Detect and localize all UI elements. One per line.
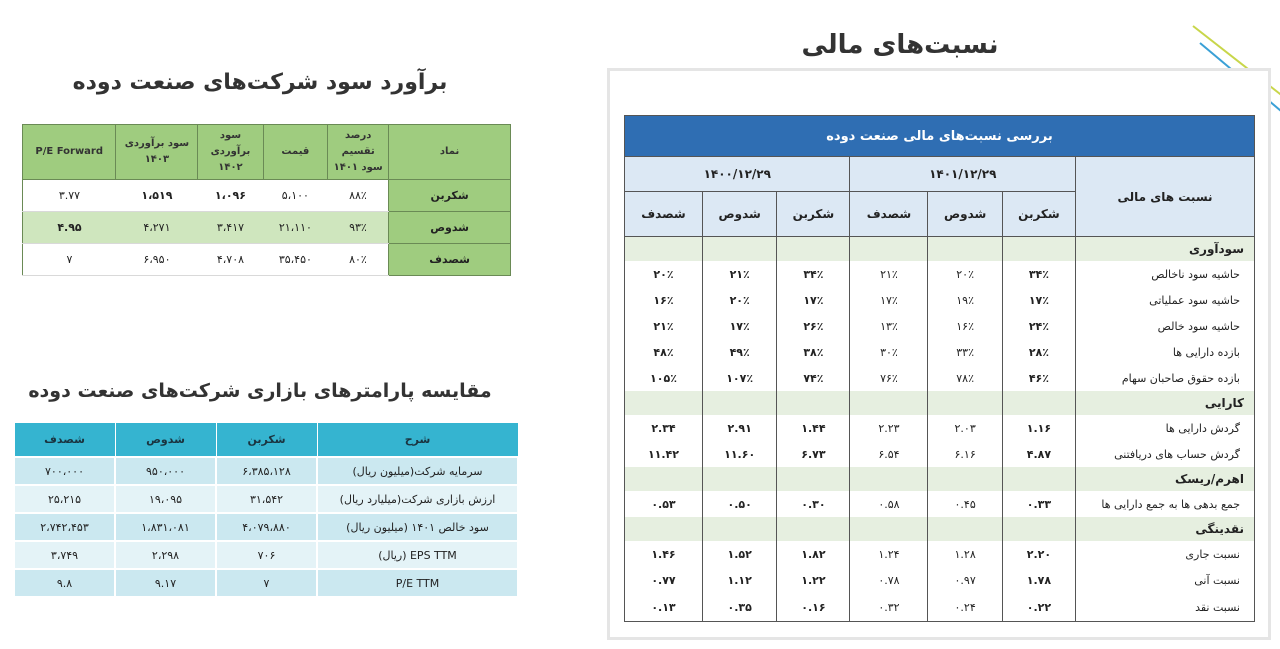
value-1400-cell: ۲۶٪ <box>777 313 850 339</box>
section-empty-cell <box>625 391 703 415</box>
value-1401-cell: ۰.۲۴ <box>928 593 1002 622</box>
value-1400-cell: ۴۹٪ <box>702 339 776 365</box>
value-1401-cell: ۲.۰۳ <box>928 415 1002 441</box>
value-1400-cell: ۶.۷۳ <box>777 441 850 467</box>
price-cell: ۳۵،۴۵۰ <box>263 244 328 276</box>
value-1401-cell: ۳۴٪ <box>1002 261 1075 287</box>
value-1401-cell: ۱۷٪ <box>1002 287 1075 313</box>
ratios-caption-row <box>625 116 1255 157</box>
est1402-cell: ۱،۰۹۶ <box>198 180 263 212</box>
header-dividend-line2: سود ۱۴۰۱ <box>333 162 383 173</box>
ratio-name: بازده دارایی ها <box>1076 339 1255 365</box>
header-est1403-line1: سود برآوردی <box>124 138 190 149</box>
price-cell: ۵،۱۰۰ <box>263 180 328 212</box>
ratio-name: حاشیه سود خالص <box>1076 313 1255 339</box>
section-empty-cell <box>850 467 928 491</box>
section-empty-cell <box>777 237 850 262</box>
table-row <box>625 441 1255 467</box>
symbol-cell: شدوص <box>389 212 511 244</box>
value-1401-cell: ۰.۳۲ <box>850 593 928 622</box>
header-est1402-line2: ۱۴۰۲ <box>218 162 243 173</box>
value-1400-cell: ۲.۹۱ <box>702 415 776 441</box>
value-1401-cell: ۱.۷۸ <box>1002 567 1075 593</box>
table-row <box>14 569 518 597</box>
company-header: شصدف <box>850 192 928 237</box>
market-title: مقایسه پارامترهای بازاری شرکت‌های صنعت دوده <box>28 380 492 402</box>
value-1400-cell: ۲۰٪ <box>702 287 776 313</box>
value-1401-cell: ۱۶٪ <box>928 313 1002 339</box>
c3-cell: ۲،۷۴۲،۴۵۳ <box>14 513 115 541</box>
value-1400-cell: ۱۰۷٪ <box>702 365 776 391</box>
header-c3: شصدف <box>14 423 115 458</box>
c3-cell: ۳،۷۴۹ <box>14 541 115 569</box>
value-1401-cell: ۱.۲۸ <box>928 541 1002 567</box>
c2-cell: ۱،۸۳۱،۰۸۱ <box>115 513 216 541</box>
ratio-name: حاشیه سود ناخالص <box>1076 261 1255 287</box>
value-1400-cell: ۱۶٪ <box>625 287 703 313</box>
section-empty-cell <box>777 391 850 415</box>
table-row <box>14 485 518 513</box>
section-empty-cell <box>702 517 776 541</box>
value-1401-cell: ۳۰٪ <box>850 339 928 365</box>
symbol-cell: شصدف <box>389 244 511 276</box>
value-1400-cell: ۲۱٪ <box>625 313 703 339</box>
table-row <box>14 457 518 485</box>
c1-cell: ۳۱،۵۴۲ <box>216 485 317 513</box>
value-1400-cell: ۲۰٪ <box>625 261 703 287</box>
table-row <box>625 339 1255 365</box>
value-1401-cell: ۱۳٪ <box>850 313 928 339</box>
desc-cell: سرمایه شرکت(میلیون ریال) <box>317 457 518 485</box>
value-1400-cell: ۱.۲۲ <box>777 567 850 593</box>
date-1401: ۱۴۰۱/۱۲/۲۹ <box>850 157 1076 192</box>
value-1400-cell: ۷۴٪ <box>777 365 850 391</box>
header-symbol: نماد <box>389 125 511 180</box>
section-empty-cell <box>625 237 703 262</box>
value-1400-cell: ۴۸٪ <box>625 339 703 365</box>
desc-cell: ارزش بازاری شرکت(میلیارد ریال) <box>317 485 518 513</box>
dividend-cell: ۸۸٪ <box>328 180 389 212</box>
header-est1402 <box>198 125 263 180</box>
forecast-table <box>22 124 511 276</box>
section-row <box>625 517 1255 541</box>
desc-cell: EPS TTM (ریال) <box>317 541 518 569</box>
est1403-cell: ۱،۵۱۹ <box>116 180 198 212</box>
section-name: نقدینگی <box>1076 517 1255 541</box>
value-1400-cell: ۳۴٪ <box>777 261 850 287</box>
c2-cell: ۹۵۰،۰۰۰ <box>115 457 216 485</box>
value-1401-cell: ۰.۲۲ <box>1002 593 1075 622</box>
ratio-name: جمع بدهی ها به جمع دارایی ها <box>1076 491 1255 517</box>
ratio-name-header: نسبت های مالی <box>1076 157 1255 237</box>
value-1401-cell: ۰.۳۳ <box>1002 491 1075 517</box>
date-1400: ۱۴۰۰/۱۲/۲۹ <box>625 157 850 192</box>
value-1401-cell: ۳۳٪ <box>928 339 1002 365</box>
ratio-name: گردش حساب های دریافتنی <box>1076 441 1255 467</box>
forecast-title: برآورد سود شرکت‌های صنعت دوده <box>72 70 448 95</box>
table-row <box>625 287 1255 313</box>
table-row <box>625 491 1255 517</box>
table-row <box>625 567 1255 593</box>
ratios-body <box>625 237 1255 622</box>
est1402-cell: ۴،۷۰۸ <box>198 244 263 276</box>
table-row <box>23 180 511 212</box>
value-1400-cell: ۲۱٪ <box>702 261 776 287</box>
section-empty-cell <box>928 237 1002 262</box>
price-cell: ۲۱،۱۱۰ <box>263 212 328 244</box>
value-1400-cell: ۰.۵۰ <box>702 491 776 517</box>
section-empty-cell <box>625 517 703 541</box>
header-c2: شدوص <box>115 423 216 458</box>
value-1400-cell: ۱.۱۲ <box>702 567 776 593</box>
ratio-name: گردش دارایی ها <box>1076 415 1255 441</box>
c3-cell: ۹.۸ <box>14 569 115 597</box>
section-empty-cell <box>850 517 928 541</box>
ratio-name: بازده حقوق صاحبان سهام <box>1076 365 1255 391</box>
value-1401-cell: ۲.۲۳ <box>850 415 928 441</box>
value-1400-cell: ۳۸٪ <box>777 339 850 365</box>
value-1400-cell: ۱.۸۲ <box>777 541 850 567</box>
value-1400-cell: ۱.۴۴ <box>777 415 850 441</box>
value-1400-cell: ۰.۵۳ <box>625 491 703 517</box>
value-1401-cell: ۰.۵۸ <box>850 491 928 517</box>
ratios-date-row <box>625 157 1255 192</box>
value-1401-cell: ۲۸٪ <box>1002 339 1075 365</box>
table-row <box>625 593 1255 622</box>
section-empty-cell <box>928 391 1002 415</box>
section-empty-cell <box>1002 467 1075 491</box>
table-row <box>625 313 1255 339</box>
ratio-name: نسبت نقد <box>1076 593 1255 622</box>
value-1401-cell: ۶.۱۶ <box>928 441 1002 467</box>
value-1401-cell: ۲۱٪ <box>850 261 928 287</box>
c3-cell: ۷۰۰،۰۰۰ <box>14 457 115 485</box>
value-1400-cell: ۱۱.۶۰ <box>702 441 776 467</box>
symbol-cell: شکربن <box>389 180 511 212</box>
section-name: کارایی <box>1076 391 1255 415</box>
table-row <box>23 244 511 276</box>
value-1400-cell: ۱۱.۴۲ <box>625 441 703 467</box>
desc-cell: سود خالص ۱۴۰۱ (میلیون ریال) <box>317 513 518 541</box>
desc-cell: P/E TTM <box>317 569 518 597</box>
value-1401-cell: ۷۶٪ <box>850 365 928 391</box>
value-1401-cell: ۰.۴۵ <box>928 491 1002 517</box>
header-dividend-line1: درصد تقسیم <box>341 130 375 157</box>
value-1401-cell: ۱.۱۶ <box>1002 415 1075 441</box>
value-1401-cell: ۲۰٪ <box>928 261 1002 287</box>
value-1401-cell: ۲.۲۰ <box>1002 541 1075 567</box>
company-header: شدوص <box>928 192 1002 237</box>
header-price: قیمت <box>263 125 328 180</box>
value-1401-cell: ۲۴٪ <box>1002 313 1075 339</box>
ratios-table <box>624 115 1255 622</box>
table-row <box>14 541 518 569</box>
company-header: شکربن <box>1002 192 1075 237</box>
value-1400-cell: ۰.۱۳ <box>625 593 703 622</box>
value-1401-cell: ۱۹٪ <box>928 287 1002 313</box>
section-name: سودآوری <box>1076 237 1255 262</box>
est1402-cell: ۳،۴۱۷ <box>198 212 263 244</box>
header-pe: P/E Forward <box>23 125 116 180</box>
c2-cell: ۲،۲۹۸ <box>115 541 216 569</box>
value-1400-cell: ۱۷٪ <box>702 313 776 339</box>
value-1401-cell: ۱۷٪ <box>850 287 928 313</box>
value-1400-cell: ۲.۳۴ <box>625 415 703 441</box>
c1-cell: ۶،۳۸۵،۱۲۸ <box>216 457 317 485</box>
value-1400-cell: ۱۰۵٪ <box>625 365 703 391</box>
ratio-name: نسبت جاری <box>1076 541 1255 567</box>
table-row <box>14 513 518 541</box>
est1403-cell: ۶،۹۵۰ <box>116 244 198 276</box>
section-empty-cell <box>702 391 776 415</box>
pe-cell: ۷ <box>23 244 116 276</box>
value-1401-cell: ۱.۲۴ <box>850 541 928 567</box>
table-row <box>625 261 1255 287</box>
value-1401-cell: ۰.۷۸ <box>850 567 928 593</box>
section-empty-cell <box>625 467 703 491</box>
section-row <box>625 467 1255 491</box>
section-empty-cell <box>1002 237 1075 262</box>
value-1401-cell: ۴.۸۷ <box>1002 441 1075 467</box>
section-empty-cell <box>850 237 928 262</box>
section-empty-cell <box>702 237 776 262</box>
pe-cell: ۳.۷۷ <box>23 180 116 212</box>
section-empty-cell <box>928 467 1002 491</box>
section-empty-cell <box>702 467 776 491</box>
header-est1403-line2: ۱۴۰۳ <box>144 154 170 165</box>
value-1400-cell: ۱.۵۲ <box>702 541 776 567</box>
header-desc: شرح <box>317 423 518 458</box>
c2-cell: ۱۹،۰۹۵ <box>115 485 216 513</box>
section-empty-cell <box>777 517 850 541</box>
value-1400-cell: ۰.۳۵ <box>702 593 776 622</box>
value-1400-cell: ۰.۳۰ <box>777 491 850 517</box>
c3-cell: ۲۵،۲۱۵ <box>14 485 115 513</box>
company-header: شدوص <box>702 192 776 237</box>
ratios-caption: بررسی نسبت‌های مالی صنعت دوده <box>625 116 1255 157</box>
section-row <box>625 237 1255 262</box>
c1-cell: ۴،۰۷۹،۸۸۰ <box>216 513 317 541</box>
page-title: نسبت‌های مالی <box>801 30 999 60</box>
value-1401-cell: ۶.۵۴ <box>850 441 928 467</box>
table-row <box>625 541 1255 567</box>
forecast-header-row <box>23 125 511 180</box>
section-empty-cell <box>928 517 1002 541</box>
section-empty-cell <box>1002 391 1075 415</box>
market-table <box>13 422 519 598</box>
table-row <box>23 212 511 244</box>
company-header: شکربن <box>777 192 850 237</box>
section-name: اهرم/ریسک <box>1076 467 1255 491</box>
value-1400-cell: ۰.۱۶ <box>777 593 850 622</box>
pe-cell: ۴.۹۵ <box>23 212 116 244</box>
section-empty-cell <box>1002 517 1075 541</box>
c2-cell: ۹.۱۷ <box>115 569 216 597</box>
value-1400-cell: ۰.۷۷ <box>625 567 703 593</box>
section-row <box>625 391 1255 415</box>
dividend-cell: ۸۰٪ <box>328 244 389 276</box>
table-row <box>625 365 1255 391</box>
header-c1: شکربن <box>216 423 317 458</box>
header-est1403 <box>116 125 198 180</box>
value-1400-cell: ۱.۴۶ <box>625 541 703 567</box>
value-1401-cell: ۰.۹۷ <box>928 567 1002 593</box>
market-header-row <box>14 423 518 458</box>
value-1401-cell: ۴۶٪ <box>1002 365 1075 391</box>
ratio-name: نسبت آنی <box>1076 567 1255 593</box>
ratio-name: حاشیه سود عملیاتی <box>1076 287 1255 313</box>
c1-cell: ۷۰۶ <box>216 541 317 569</box>
section-empty-cell <box>777 467 850 491</box>
header-est1402-line1: سود برآوردی <box>210 130 251 157</box>
section-empty-cell <box>850 391 928 415</box>
table-row <box>625 415 1255 441</box>
dividend-cell: ۹۳٪ <box>328 212 389 244</box>
header-dividend <box>328 125 389 180</box>
value-1400-cell: ۱۷٪ <box>777 287 850 313</box>
company-header: شصدف <box>625 192 703 237</box>
value-1401-cell: ۷۸٪ <box>928 365 1002 391</box>
c1-cell: ۷ <box>216 569 317 597</box>
est1403-cell: ۴،۲۷۱ <box>116 212 198 244</box>
